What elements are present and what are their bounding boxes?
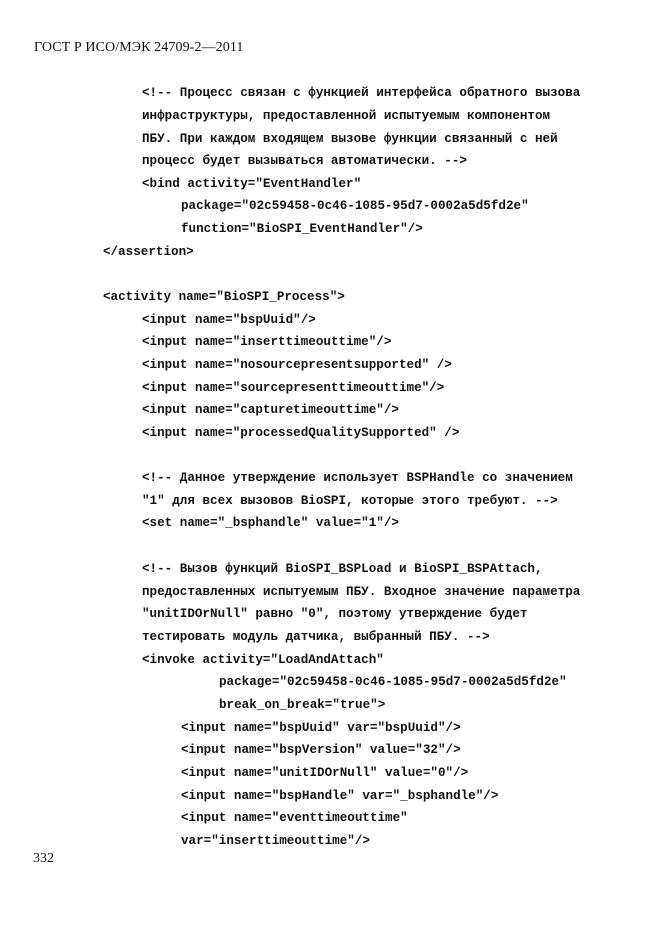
code-line: <!-- Данное утверждение использует BSPHandle со значением <box>142 471 573 485</box>
code-line: <input name="sourcepresenttimeouttime"/> <box>142 381 445 395</box>
code-line: break_on_break="true"> <box>219 698 386 712</box>
code-line: <set name="_bsphandle" value="1"/> <box>142 516 399 530</box>
code-line: <activity name="BioSPI_Process"> <box>103 290 345 304</box>
code-line: </assertion> <box>103 245 194 259</box>
code-line: var="inserttimeouttime"/> <box>181 834 370 848</box>
code-line: предоставленных испытуемым ПБУ. Входное значение параметра <box>142 585 581 599</box>
code-line: ПБУ. При каждом входящем вызове функции связанный с ней <box>142 132 558 146</box>
code-line: <!-- Вызов функций BioSPI_BSPLoad и BioSPI_BSPAttach, <box>142 562 543 576</box>
code-line: <input name="bspVersion" value="32"/> <box>181 743 461 757</box>
code-line: <input name="bspUuid"/> <box>142 313 316 327</box>
code-line: <input name="eventtimeouttime" <box>181 811 408 825</box>
code-line: процесс будет вызываться автоматически. --> <box>142 154 467 168</box>
code-line: <input name="processedQualitySupported" /> <box>142 426 460 440</box>
code-line: тестировать модуль датчика, выбранный ПБУ. --> <box>142 630 490 644</box>
code-line: <input name="capturetimeouttime"/> <box>142 403 399 417</box>
document-header: ГОСТ Р ИСО/МЭК 24709-2—2011 <box>34 40 244 55</box>
code-line: function="BioSPI_EventHandler"/> <box>181 222 423 236</box>
code-line: <input name="nosourcepresentsupported" /> <box>142 358 452 372</box>
page-number: 332 <box>33 851 54 866</box>
code-line: package="02c59458-0c46-1085-95d7-0002a5d5fd2e" <box>181 199 529 213</box>
code-line: "unitIDOrNull" равно "0", поэтому утверждение будет <box>142 607 528 621</box>
code-line: "1" для всех вызовов BioSPI, которые этого требуют. --> <box>142 494 558 508</box>
code-line: <input name="inserttimeouttime"/> <box>142 335 392 349</box>
code-line: инфраструктуры, предоставленной испытуемым компонентом <box>142 109 551 123</box>
code-line: <input name="bspUuid" var="bspUuid"/> <box>181 721 461 735</box>
code-line: <input name="unitIDOrNull" value="0"/> <box>181 766 469 780</box>
code-line: <input name="bspHandle" var="_bsphandle"/> <box>181 789 499 803</box>
code-line: package="02c59458-0c46-1085-95d7-0002a5d5fd2e" <box>219 675 567 689</box>
code-line: <bind activity="EventHandler" <box>142 177 362 191</box>
code-line: <invoke activity="LoadAndAttach" <box>142 653 384 667</box>
code-line: <!-- Процесс связан с функцией интерфейса обратного вызова <box>142 86 581 100</box>
